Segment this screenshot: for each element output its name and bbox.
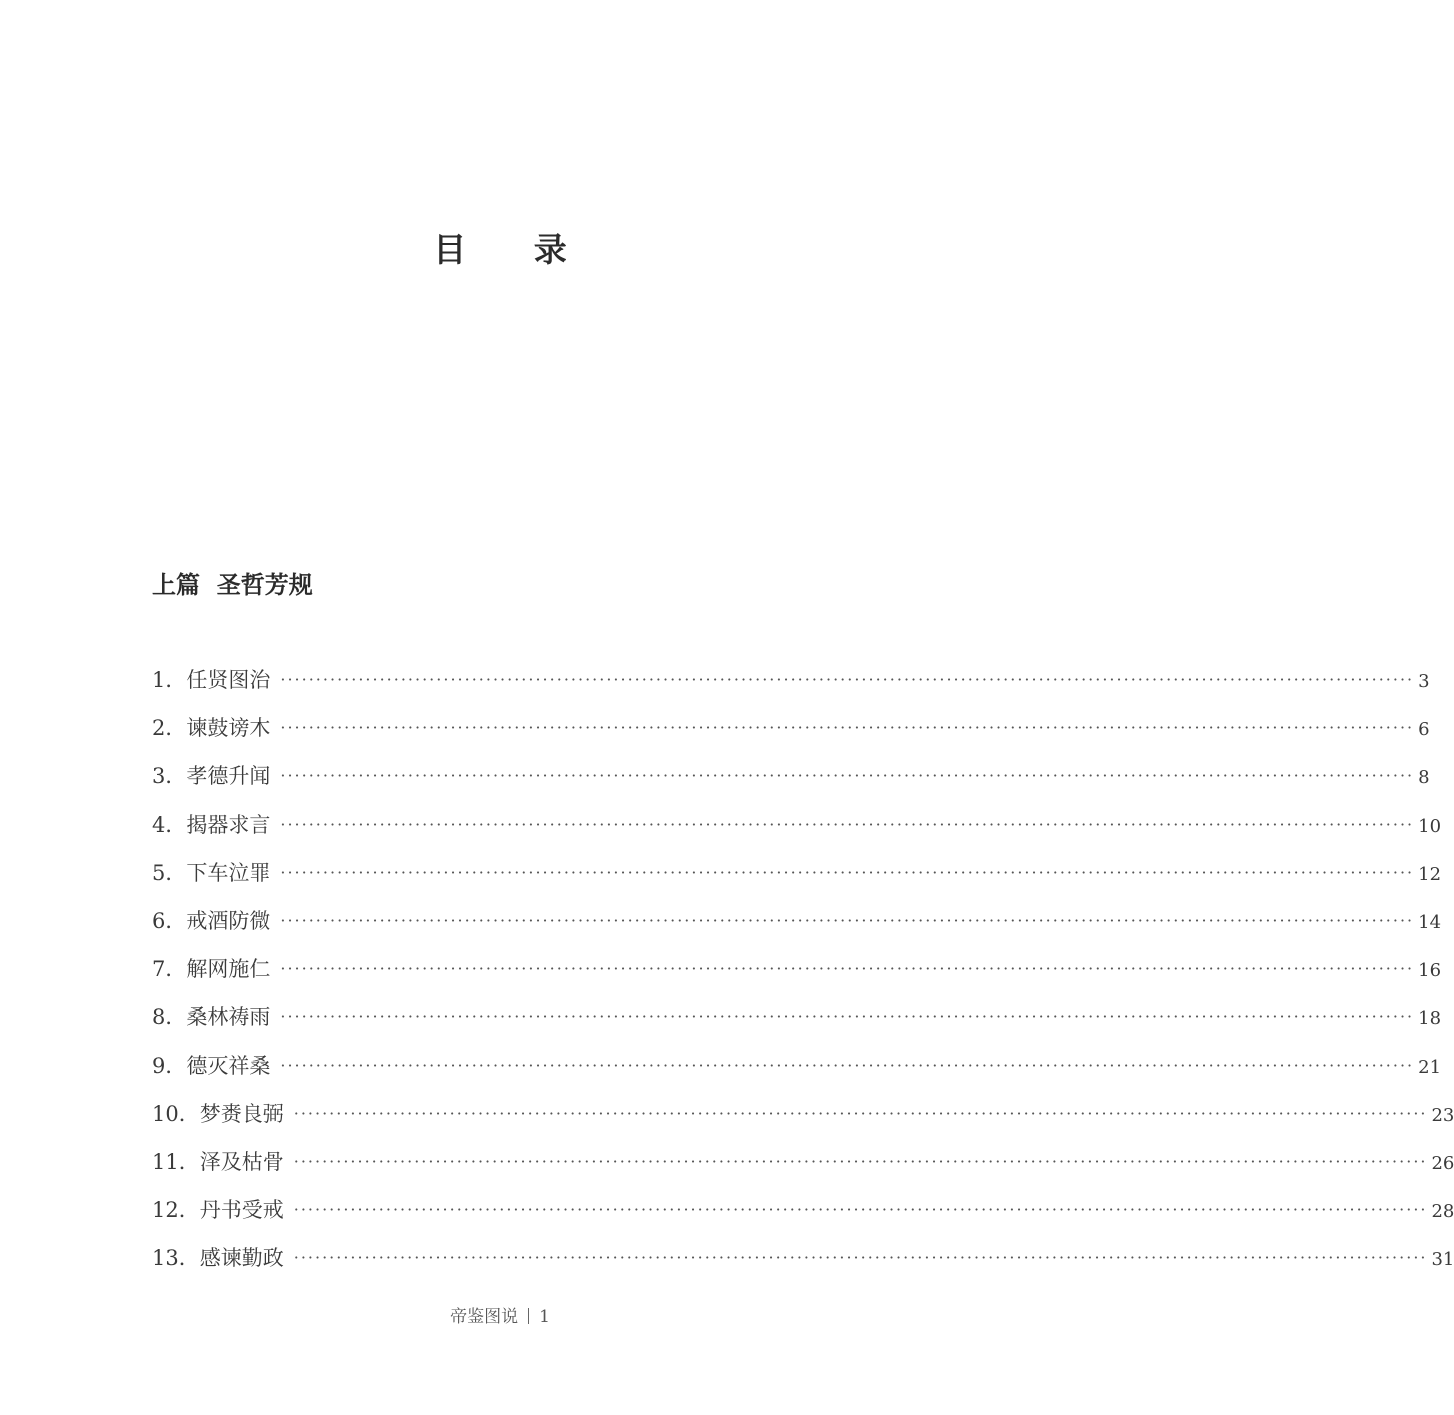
toc-entry[interactable] (152, 1242, 1454, 1290)
toc-entry-number: 13． (152, 1246, 200, 1271)
toc-leader-dots: ································································································································································ (293, 1248, 1428, 1268)
toc-entry[interactable] (152, 1050, 1442, 1098)
footer-book-title: 帝鉴图说 (450, 1307, 519, 1327)
toc-entry[interactable] (152, 1098, 1454, 1146)
toc-entry[interactable] (152, 1001, 1442, 1049)
toc-entry-page: 6 (1418, 719, 1430, 741)
page-footer (0, 1305, 1000, 1329)
toc-entry-page: 10 (1418, 815, 1442, 837)
toc-entry-title: 戒酒防微 (186, 908, 271, 933)
toc-entry[interactable] (152, 809, 1442, 857)
toc-leader-dots: ································································································································································ (280, 1055, 1415, 1075)
toc-entry-number: 4． (152, 812, 187, 837)
toc-entry-number: 9． (152, 1053, 187, 1078)
toc-entry-number: 6． (152, 908, 187, 933)
toc-entry-title: 梦赉良弼 (199, 1101, 284, 1126)
toc-entry-page: 28 (1431, 1201, 1454, 1223)
toc-entry[interactable] (152, 760, 1430, 808)
toc-entry-page: 16 (1418, 960, 1442, 982)
toc-entry[interactable] (152, 953, 1442, 1001)
toc-entry-number: 5． (152, 860, 187, 885)
toc-entry-title: 谏鼓谤木 (186, 716, 271, 741)
toc-entry-number: 2． (152, 716, 187, 741)
toc-entry-number: 3． (152, 764, 187, 789)
toc-entry-title: 任贤图治 (186, 668, 271, 692)
toc-leader-dots: ································································································································································ (280, 910, 1415, 930)
toc-entry-page: 21 (1418, 1056, 1442, 1078)
toc-leader-dots: ································································································································································ (280, 862, 1415, 882)
toc-leader-dots: ································································································································································ (293, 1200, 1428, 1220)
toc-entry-title: 揭器求言 (186, 812, 271, 837)
footer-page-number: 1 (539, 1307, 550, 1327)
toc-entry-page: 12 (1418, 863, 1442, 885)
toc-entry-title: 下车泣罪 (186, 860, 271, 885)
toc-entry-title: 桑林祷雨 (186, 1005, 271, 1030)
toc-leader-dots: ································································································································································ (280, 766, 1415, 786)
toc-entry-title: 孝德升闻 (186, 764, 271, 789)
toc-entry-title: 解网施仁 (186, 957, 271, 982)
toc-leader-dots: ································································································································································ (280, 1007, 1415, 1027)
toc-leader-dots: ································································································································································ (293, 1103, 1428, 1123)
toc-entry-number: 12． (152, 1198, 200, 1223)
toc-leader-dots: ································································································································································ (293, 1151, 1428, 1171)
toc-entry[interactable] (152, 1194, 1454, 1242)
toc-entry[interactable] (152, 712, 1430, 760)
toc-entry-page: 31 (1431, 1249, 1454, 1271)
toc-entry-number: 11． (152, 1149, 200, 1174)
toc-entry-title: 泽及枯骨 (199, 1149, 284, 1174)
toc-leader-dots: ································································································································································ (280, 670, 1415, 689)
toc-entry-page: 8 (1418, 767, 1430, 789)
toc-leader-dots: ································································································································································ (280, 814, 1415, 834)
toc-entry[interactable] (152, 664, 1430, 712)
page-title: 目 录 (433, 230, 595, 269)
toc-entry[interactable] (152, 1146, 1454, 1194)
toc-entry[interactable] (152, 905, 1442, 953)
toc-entry-title: 感谏勤政 (199, 1246, 284, 1271)
footer-separator (528, 1308, 529, 1324)
toc-entry-title: 丹书受戒 (199, 1198, 284, 1223)
toc-entry-number: 10． (152, 1101, 200, 1126)
toc-leader-dots: ································································································································································ (280, 959, 1415, 979)
toc-entry-number: 8． (152, 1005, 187, 1030)
toc-entry-number: 1． (152, 668, 187, 692)
toc-entry-page: 3 (1418, 671, 1430, 692)
toc-entry-page: 26 (1431, 1152, 1454, 1174)
toc-entry-page: 14 (1418, 911, 1442, 933)
toc-entry-title: 德灭祥桑 (186, 1053, 271, 1078)
toc-entry-page: 18 (1418, 1008, 1442, 1030)
toc-entry-page: 23 (1431, 1104, 1454, 1126)
table-of-contents (152, 664, 1454, 1290)
toc-leader-dots: ································································································································································ (280, 718, 1415, 738)
toc-entry-number: 7． (152, 957, 187, 982)
toc-entry[interactable] (152, 857, 1442, 905)
section-title: 上篇 圣哲芳规 (152, 570, 313, 599)
